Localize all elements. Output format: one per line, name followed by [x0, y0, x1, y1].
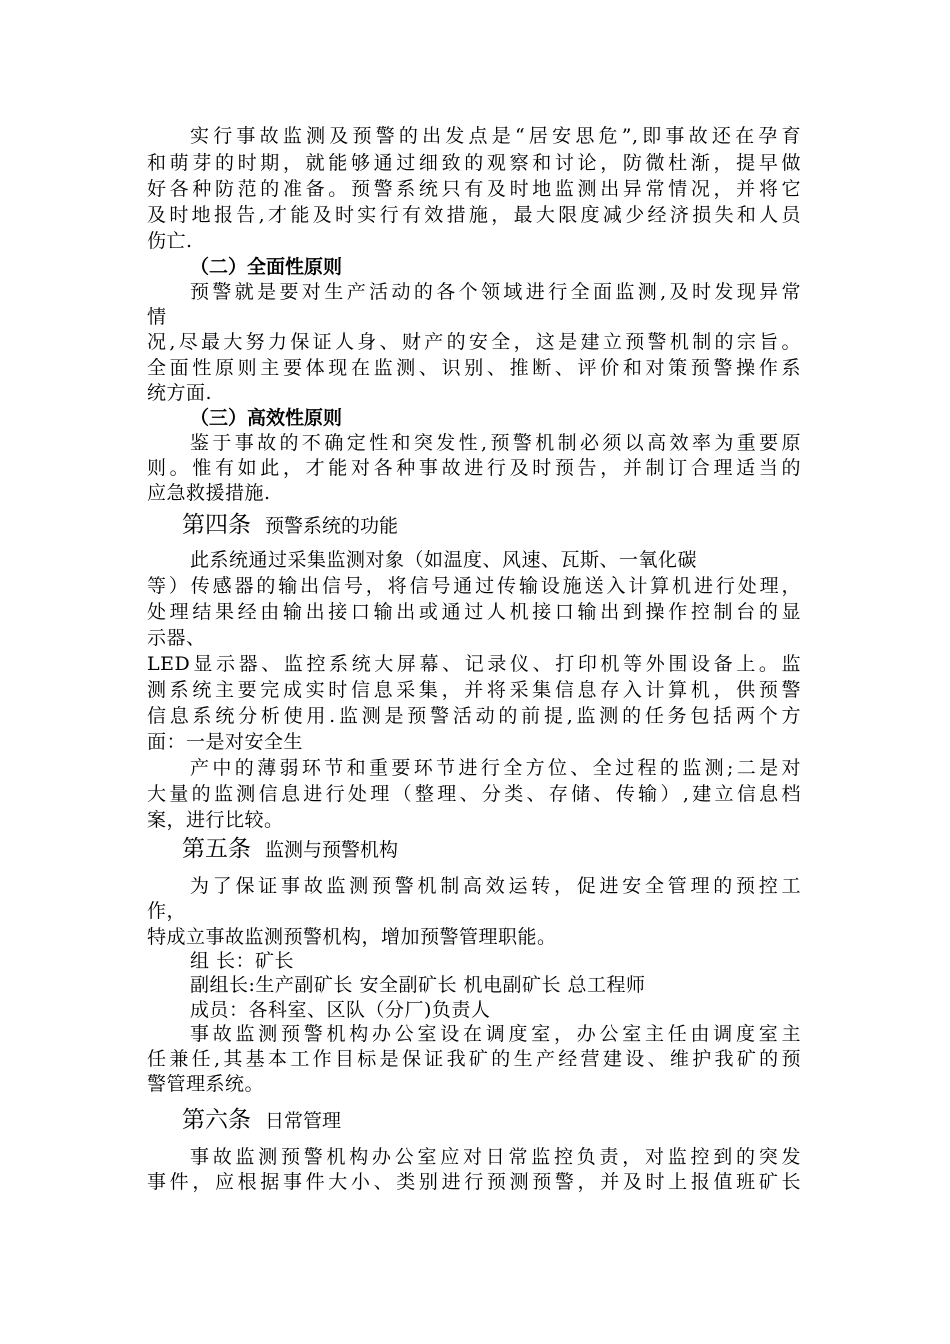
paragraph-line: 则。惟有如此，才能对各种事故进行及时预告，并制订合理适当的 [147, 457, 801, 479]
paragraph-line: 大量的监测信息进行处理（整理、分类、存储、传输）,建立信息档 [147, 783, 801, 805]
article-4-heading [182, 510, 398, 541]
paragraph-line: 面：一是对安全生 [147, 731, 304, 753]
paragraph-line: 统方面. [147, 382, 213, 404]
section-heading-comprehensive: （二）全面性原则 [190, 256, 343, 278]
paragraph-line: 鉴于事故的不确定性和突发性,预警机制必须以高效率为重要原 [190, 432, 801, 454]
article-title: 日常管理 [265, 1110, 342, 1132]
paragraph-line: 为了保证事故监测预警机制高效运转，促进安全管理的预控工 [190, 875, 801, 897]
members-line: 成员：各科室、区队（分厂)负责人 [190, 999, 491, 1021]
paragraph-line: 伤亡. [147, 230, 193, 252]
paragraph-line: 信息系统分析使用.监测是预警活动的前提,监测的任务包括两个方 [147, 705, 801, 727]
paragraph-line: 特成立事故监测预警机构，增加预警管理职能。 [147, 926, 557, 948]
paragraph-line: 全面性原则主要体现在监测、识别、推断、评价和对策预警操作系 [147, 357, 801, 379]
article-number: 第五条 [182, 836, 251, 862]
paragraph-line: 测系统主要完成实时信息采集，并将采集信息存入计算机，供预警 [147, 679, 801, 701]
paragraph-line: 任兼任,其基本工作目标是保证我矿的生产经营建设、维护我矿的预 [147, 1048, 801, 1070]
article-number: 第四条 [182, 512, 251, 538]
paragraph-line: 事故监测预警机构办公室应对日常监控负责，对监控到的突发 [190, 1146, 801, 1168]
paragraph-line: 预警就是要对生产活动的各个领域进行全面监测,及时发现异常 [190, 281, 801, 303]
article-title: 预警系统的功能 [265, 515, 399, 537]
article-title: 监测与预警机构 [265, 839, 399, 861]
paragraph-line: LED显示器、监控系统大屏幕、记录仪、打印机等外围设备上。监 [147, 653, 801, 675]
article-6-heading [182, 1105, 341, 1136]
paragraph-line: 作， [147, 900, 187, 922]
paragraph-line: 事件，应根据事件大小、类别进行预测预警，并及时上报值班矿长 [147, 1171, 801, 1193]
paragraph-line: 示器、 [147, 627, 206, 649]
paragraph-line: 情 [147, 306, 167, 328]
article-number: 第六条 [182, 1107, 251, 1133]
paragraph-line: 好各种防范的准备。预警系统只有及时地监测出异常情况，并将它 [147, 178, 801, 200]
paragraph-line: 和萌芽的时期，就能够通过细致的观察和讨论，防微杜渐，提早做 [147, 152, 801, 174]
paragraph-line: 警管理系统。 [147, 1073, 265, 1095]
paragraph-line: 处理结果经由输出接口输出或通过人机接口输出到操作控制台的显 [147, 601, 801, 623]
paragraph-line: 及时地报告,才能及时实行有效措施，最大限度减少经济损失和人员 [147, 204, 801, 226]
paragraph-line: 事故监测预警机构办公室设在调度室，办公室主任由调度室主 [190, 1023, 801, 1045]
paragraph-line: 实行事故监测及预警的出发点是“居安思危”,即事故还在孕育 [190, 125, 801, 147]
paragraph-line: 产中的薄弱环节和重要环节进行全方位、全过程的监测;二是对 [190, 757, 801, 779]
deputy-leader-line: 副组长:生产副矿长 安全副矿长 机电副矿长 总工程师 [190, 974, 646, 996]
leader-line: 组 长：矿长 [190, 950, 295, 972]
section-heading-efficiency: （三）高效性原则 [190, 407, 343, 429]
paragraph-line: 等）传感器的输出信号，将信号通过传输设施送入计算机进行处理， [147, 575, 801, 597]
paragraph-line: 应急救援措施. [147, 482, 271, 504]
paragraph-line: 案，进行比较。 [147, 809, 284, 831]
article-5-heading [182, 834, 398, 865]
paragraph-line: 况,尽最大努力保证人身、财产的安全，这是建立预警机制的宗旨。 [147, 331, 801, 353]
paragraph-line: 此系统通过采集监测对象（如温度、风速、瓦斯、一氧化碳 [190, 549, 698, 571]
